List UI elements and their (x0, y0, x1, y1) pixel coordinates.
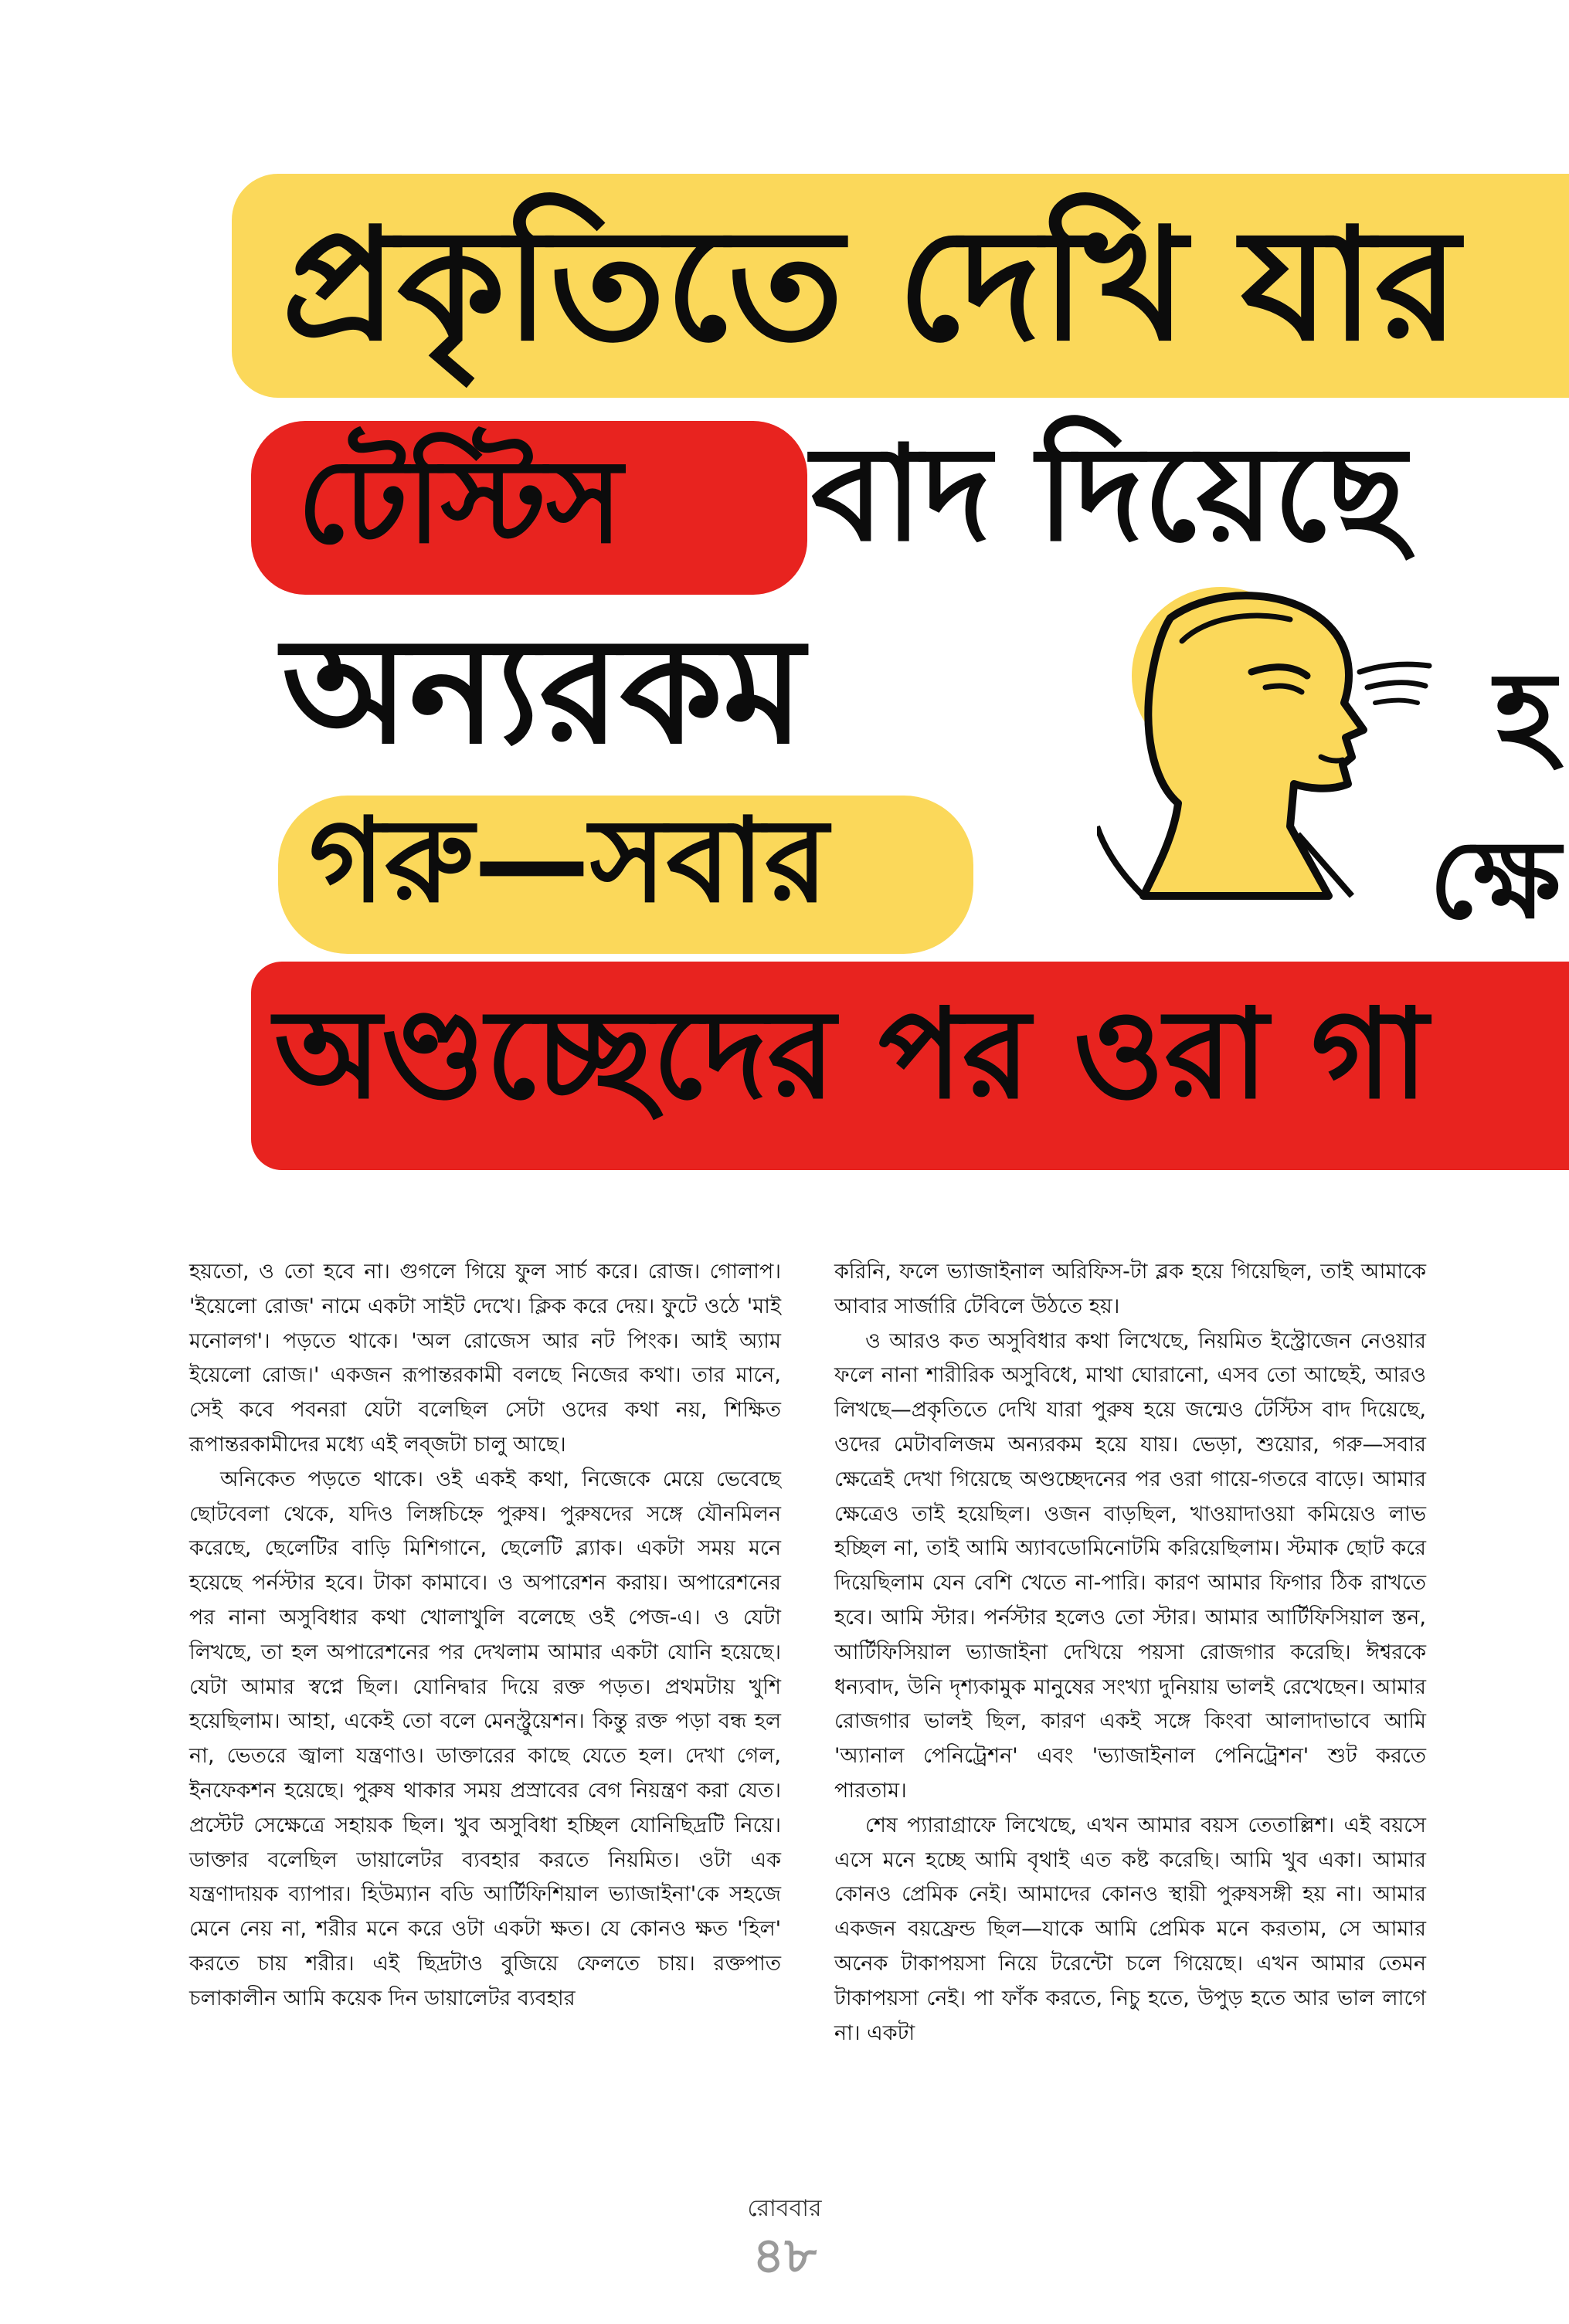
headline-line-2-highlight: টেস্টিস (297, 435, 623, 569)
headline-line-4-cut: ক্ষে (1429, 817, 1561, 943)
article-column-left (189, 1255, 781, 2017)
woman-profile-icon (1097, 572, 1437, 904)
paragraph: করিনি, ফলে ভ্যাজাইনাল অরিফিস-টা ব্লক হয়ে গিয়েছিল, তাই আমাকে আবার সার্জারি টেবিলে উঠতে হয়। (834, 1260, 1426, 1318)
paragraph: শেষ প্যারাগ্রাফে লিখেছে, এখন আমার বয়স তেতাল্লিশ। এই বয়সে এসে মনে হচ্ছে আমি বৃথাই এত কষ্ট করেছি। আমি খুব একা। আমার কোনও প্রেমিক নেই। আমাদের কোনও স্থায়ী পুরুষসঙ্গী হয় না। আমার একজন বয়ফ্রেন্ড ছিল—যাকে আমি প্রেমিক মনে করতাম, সে আমার অনেক টাকাপয়সা নিয়ে টরেন্টো চলে গিয়েছে। এখন আমার তেমন টাকাপয়সা নেই। পা ফাঁক করতে, নিচু হতে, উপুড় হতে আর ভাল লাগে না। একটা (834, 1813, 1426, 2045)
paragraph: ও আরও কত অসুবিধার কথা লিখেছে, নিয়মিত ইস্ট্রোজেন নেওয়ার ফলে নানা শারীরিক অসুবিধে, মাথা ঘোরানো, এসব তো আছেই, আরও লিখছে—প্রকৃতিতে দেখি যারা পুরুষ হয়ে জন্মেও টেস্টিস বাদ দিয়েছে, ওদের মেটাবলিজম অন্যরকম হয়ে যায়। ভেড়া, শুয়োর, গরু—সবার ক্ষেত্রেই দেখা গিয়েছে অণ্ডচ্ছেদনের পর ওরা গায়ে-গতরে বাড়ে। আমার ক্ষেত্রেও তাই হয়েছিল। ওজন বাড়ছিল, খাওয়াদাওয়া কমিয়েও লাভ হচ্ছিল না, তাই আমি অ্যাবডোমিনোটমি করিয়েছিলাম। স্টমাক ছোট করে দিয়েছিলাম যেন বেশি খেতে না-পারি। কারণ আমার ফিগার ঠিক রাখতে হবে। আমি স্টার। পর্নস্টার হলেও তো স্টার। আমার আর্টিফিসিয়াল স্তন, আর্টিফিসিয়াল ভ্যাজাইনা দেখিয়ে পয়সা রোজগার করেছি। ঈশ্বরকে ধন্যবাদ, উনি দৃশ্যকামুক মানুষের সংখ্যা দুনিয়ায় ভালই রেখেছেন। আমার রোজগার ভালই ছিল, কারণ একই সঙ্গে কিংবা আলাদাভাবে আমি 'অ্যানাল পেনিট্রেশন' এবং 'ভ্যাজাইনাল পেনিট্রেশন' শুট করতে পারতাম। (834, 1328, 1426, 1803)
headline-line-3: অন্যরকম (282, 606, 804, 776)
page-number: ৪৮ (752, 2227, 817, 2285)
headline-line-4-highlight: গরু—সবার (309, 794, 828, 928)
article-column-right (834, 1255, 1426, 2051)
page-footer (0, 2190, 1569, 2283)
headline-line-2-rest: বাদ দিয়েছে (811, 418, 1407, 571)
headline-line-5: অণ্ডচ্ছেদের পর ওরা গা (274, 982, 1428, 1126)
paragraph: হয়তো, ও তো হবে না। গুগলে গিয়ে ফুল সার্চ করে। রোজ। গোলাপ। 'ইয়েলো রোজ' নামে একটা সাইট দেখে। ক্লিক করে দেয়। ফুটে ওঠে 'মাই মনোলগ'। পড়তে থাকে। 'অল রোজেস আর নট পিংক। আই অ্যাম ইয়েলো রোজ।' একজন রূপান্তরকামী বলছে নিজের কথা। তার মানে, সেই কবে পবনরা যেটা বলেছিল সেটা ওদের কথা নয়, শিক্ষিত রূপান্তরকামীদের মধ্যে এই লব্‌জটা চালু আছে। (189, 1260, 781, 1457)
magazine-name: রোববার (747, 2195, 822, 2222)
headline-line-3-cut: হ (1495, 647, 1556, 782)
headline-line-1: প্রকৃতিতে দেখি যার (282, 195, 1460, 375)
paragraph: অনিকেত পড়তে থাকে। ওই একই কথা, নিজেকে মেয়ে ভেবেছে ছোটবেলা থেকে, যদিও লিঙ্গচিহ্নে পুরুষ। পুরুষদের সঙ্গে যৌনমিলন করেছে, ছেলেটির বাড়ি মিশিগানে, ছেলেটি ব্ল্যাক। একটা সময় মনে হয়েছে পর্নস্টার হবে। টাকা কামাবে। ও অপারেশন করায়। অপারেশনের পর নানা অসুবিধার কথা খোলাখুলি বলেছে ওই পেজ-এ। ও যেটা লিখছে, তা হল অপারেশনের পর দেখলাম আমার একটা যোনি হয়েছে। যেটা আমার স্বপ্নে ছিল। যোনিদ্বার দিয়ে রক্ত পড়ত। প্রথমটায় খুশি হয়েছিলাম। আহা, একেই তো বলে মেনস্ট্রুয়েশন। কিন্তু রক্ত পড়া বন্ধ হল না, ভেতরে জ্বালা যন্ত্রণাও। ডাক্তারের কাছে যেতে হল। দেখা গেল, ইনফেকশন হয়েছে। পুরুষ থাকার সময় প্রস্রাবের বেগ নিয়ন্ত্রণ করা যেত। প্রস্টেট সেক্ষেত্রে সহায়ক ছিল। খুব অসুবিধা হচ্ছিল যোনিছিদ্রটি নিয়ে। ডাক্তার বলেছিল ডায়ালেটর ব্যবহার করতে নিয়মিত। ওটা এক যন্ত্রণাদায়ক ব্যাপার। হিউম্যান বডি আর্টিফিশিয়াল ভ্যাজাইনা'কে সহজে মেনে নেয় না, শরীর মনে করে ওটা একটা ক্ষত। যে কোনও ক্ষত 'হিল' করতে চায় শরীর। এই ছিদ্রটাও বুজিয়ে ফেলতে চায়। রক্তপাত চলাকালীন আমি কয়েক দিন ডায়ালেটর ব্যবহার (189, 1467, 781, 2010)
